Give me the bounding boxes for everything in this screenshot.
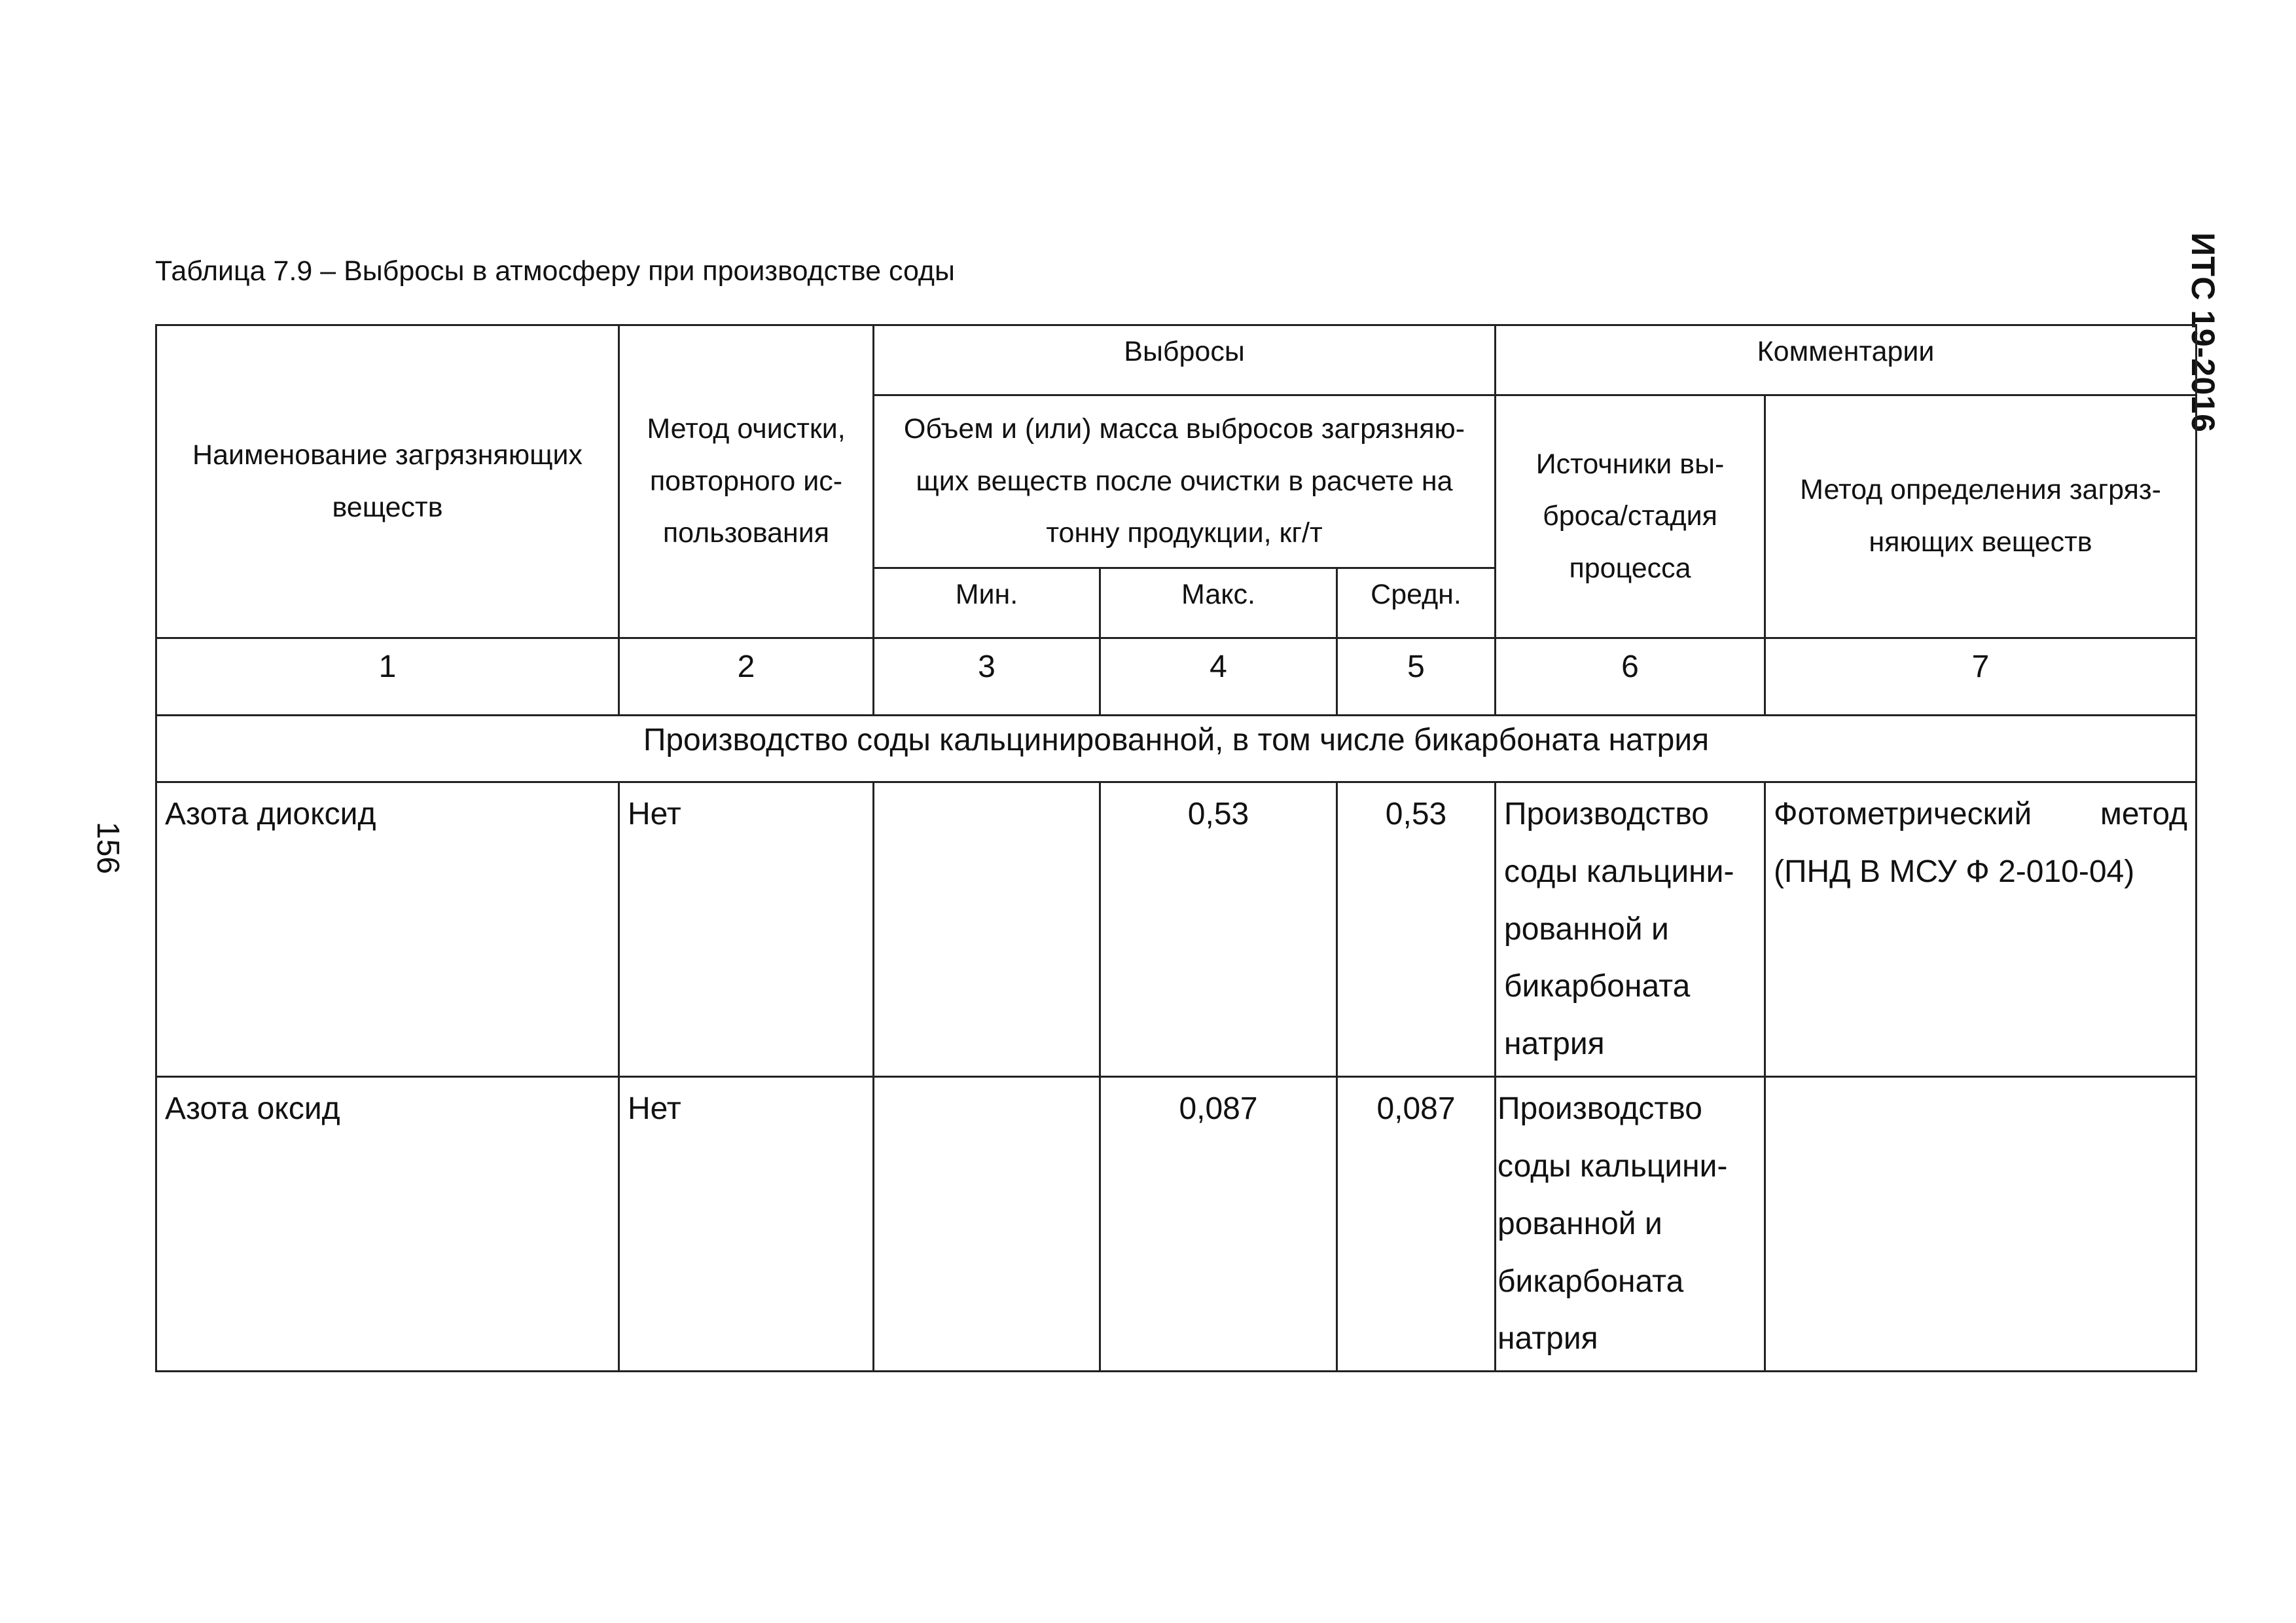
- determination-method: [1765, 1077, 2197, 1372]
- table-caption: Таблица 7.9 – Выбросы в атмосферу при производстве соды: [155, 255, 955, 287]
- value-max: 0,53: [1100, 782, 1337, 1077]
- section-row: [156, 716, 2197, 782]
- column-number: 6: [1496, 638, 1765, 716]
- table-row: [156, 782, 2197, 1077]
- cleaning-method: Нет: [619, 782, 874, 1077]
- column-number: 2: [619, 638, 874, 716]
- determination-method: [1765, 782, 2197, 1077]
- column-number: 1: [156, 638, 619, 716]
- column-number: 3: [874, 638, 1100, 716]
- page-number: 156: [90, 822, 125, 875]
- cleaning-method: Нет: [619, 1077, 874, 1372]
- emission-source: Производство соды кальцини-рованной и бикарбоната натрия: [1496, 782, 1765, 1077]
- header-emissions: Выбросы: [874, 325, 1496, 395]
- header-row-1: [156, 325, 2197, 395]
- column-number: 5: [1337, 638, 1496, 716]
- substance-name: Азота диоксид: [156, 782, 619, 1077]
- value-min: [874, 782, 1100, 1077]
- column-numbers-row: [156, 638, 2197, 716]
- table-row: [156, 1077, 2197, 1372]
- value-max: 0,087: [1100, 1077, 1337, 1372]
- document-code: ИТС 19-2016: [2185, 232, 2221, 433]
- column-number: 4: [1100, 638, 1337, 716]
- header-min: Мин.: [874, 568, 1100, 638]
- value-min: [874, 1077, 1100, 1372]
- value-avg: 0,53: [1337, 782, 1496, 1077]
- value-avg: 0,087: [1337, 1077, 1496, 1372]
- method-line-1: Фотометрический метод: [1774, 797, 2188, 831]
- header-comments: Комментарии: [1496, 325, 2197, 395]
- header-substance: Наименование загрязняющих веществ: [156, 325, 619, 638]
- emissions-table: [155, 324, 2197, 1372]
- header-volume-mass: Объем и (или) масса выбросов загрязняю-щих веществ после очистки в расчете на тонну продукции, кг/т: [874, 395, 1496, 568]
- emission-source: Производство соды кальцини-рованной и бикарбоната натрия: [1496, 1077, 1765, 1372]
- substance-name: Азота оксид: [156, 1077, 619, 1372]
- header-cleaning-method: Метод очистки, повторного ис-пользования: [619, 325, 874, 638]
- section-title: Производство соды кальцинированной, в том числе бикарбоната натрия: [156, 716, 2197, 782]
- header-determination-method: Метод определения загряз-няющих веществ: [1765, 395, 2197, 638]
- header-max: Макс.: [1100, 568, 1337, 638]
- header-avg: Средн.: [1337, 568, 1496, 638]
- column-number: 7: [1765, 638, 2197, 716]
- method-line-2: (ПНД В МСУ Ф 2-010-04): [1774, 854, 2135, 889]
- header-sources: Источники вы-броса/стадия процесса: [1496, 395, 1765, 638]
